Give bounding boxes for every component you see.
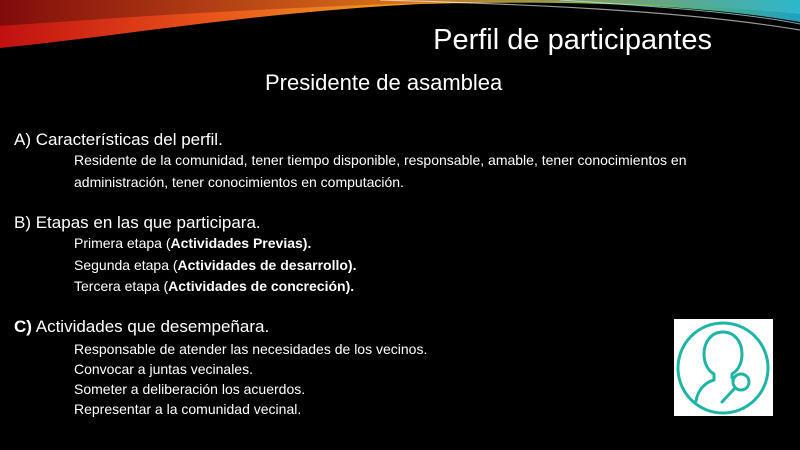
activity-item: Responsable de atender las necesidades de los vecinos. xyxy=(74,341,428,357)
stage-item xyxy=(74,233,311,253)
slide-title: Perfil de participantes xyxy=(433,24,712,56)
section-c-title: Actividades que desempeñara. xyxy=(31,317,270,336)
stage-label: Segunda etapa ( xyxy=(74,257,178,273)
section-a-line: Residente de la comunidad, tener tiempo disponible, responsable, amable, tener conocimientos en xyxy=(74,152,687,168)
stage-activity: Actividades Previas). xyxy=(170,235,312,251)
slide-subtitle: Presidente de asamblea xyxy=(265,70,503,95)
stage-label: Primera etapa ( xyxy=(74,235,171,251)
section-c-letter: C) xyxy=(14,317,32,336)
activity-item: Representar a la comunidad vecinal. xyxy=(74,401,302,417)
section-c-heading xyxy=(14,316,269,338)
activity-item: Someter a deliberación los acuerdos. xyxy=(74,381,306,397)
stage-activity: Actividades de concreción). xyxy=(168,278,355,294)
section-a-line: administración, tener conocimientos en computación. xyxy=(74,174,404,190)
activity-item: Convocar a juntas vecinales. xyxy=(74,361,253,377)
section-a-heading: A) Características del perfil. xyxy=(14,130,223,149)
user-search-icon-box xyxy=(674,319,773,416)
stage-activity: Actividades de desarrollo). xyxy=(177,257,357,273)
stage-label: Tercera etapa ( xyxy=(74,278,169,294)
user-search-icon xyxy=(674,319,773,416)
stage-item xyxy=(74,276,354,296)
section-b-heading: B) Etapas en las que participara. xyxy=(14,213,261,232)
stage-item xyxy=(74,255,356,275)
